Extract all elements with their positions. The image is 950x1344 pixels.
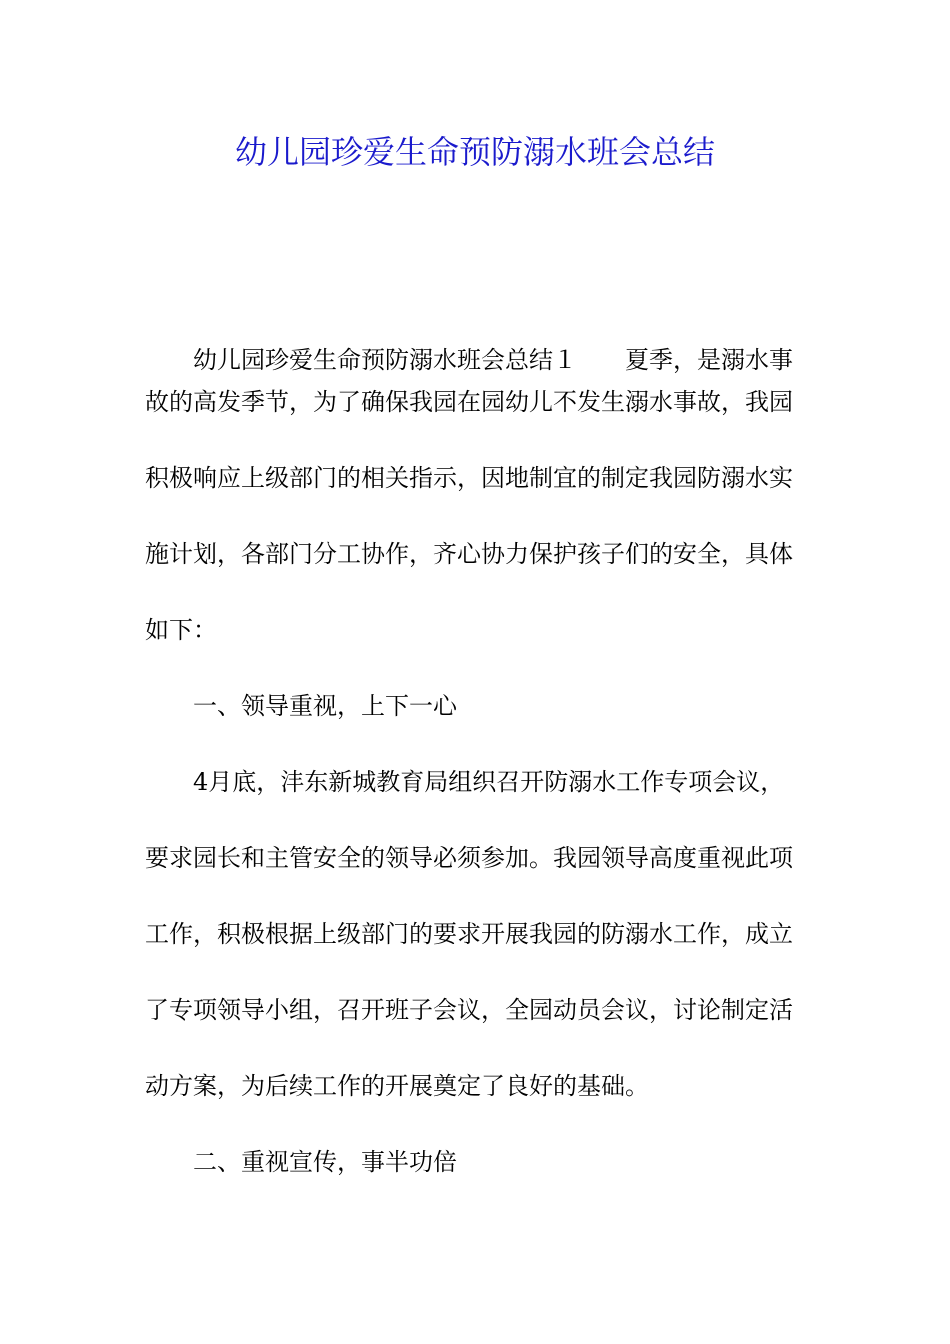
paragraph-intro-cont	[145, 381, 807, 651]
section-heading: 二、重视宣传，事半功倍	[193, 1148, 457, 1176]
text-line: 动方案，为后续工作的开展奠定了良好的基础。	[145, 1072, 649, 1100]
document-title: 幼儿园珍爱生命预防溺水班会总结	[234, 133, 715, 171]
text-line: 夏季，是溺水事	[625, 346, 793, 374]
text-line: 4月底，沣东新城教育局组织召开防溺水工作专项会议，	[193, 768, 785, 796]
section-heading-inline: 幼儿园珍爱生命预防溺水班会总结１	[193, 346, 577, 374]
text-line: 积极响应上级部门的相关指示，因地制宜的制定我园防溺水实	[145, 464, 793, 492]
text-line: 如下：	[145, 616, 217, 644]
section-heading: 一、领导重视，上下一心	[193, 692, 457, 720]
text-line: 了专项领导小组，召开班子会议，全园动员会议，讨论制定活	[145, 996, 793, 1024]
text-line: 施计划，各部门分工协作，齐心协力保护孩子们的安全，具体	[145, 540, 793, 568]
text-line: 故的高发季节，为了确保我园在园幼儿不发生溺水事故，我园	[145, 388, 793, 416]
paragraph-intro	[145, 339, 807, 381]
text-line: 工作，积极根据上级部门的要求开展我园的防溺水工作，成立	[145, 920, 793, 948]
paragraph-meeting	[145, 761, 807, 1107]
document-body	[145, 339, 807, 1217]
text-line: 要求园长和主管安全的领导必须参加。我园领导高度重视此项	[145, 844, 793, 872]
